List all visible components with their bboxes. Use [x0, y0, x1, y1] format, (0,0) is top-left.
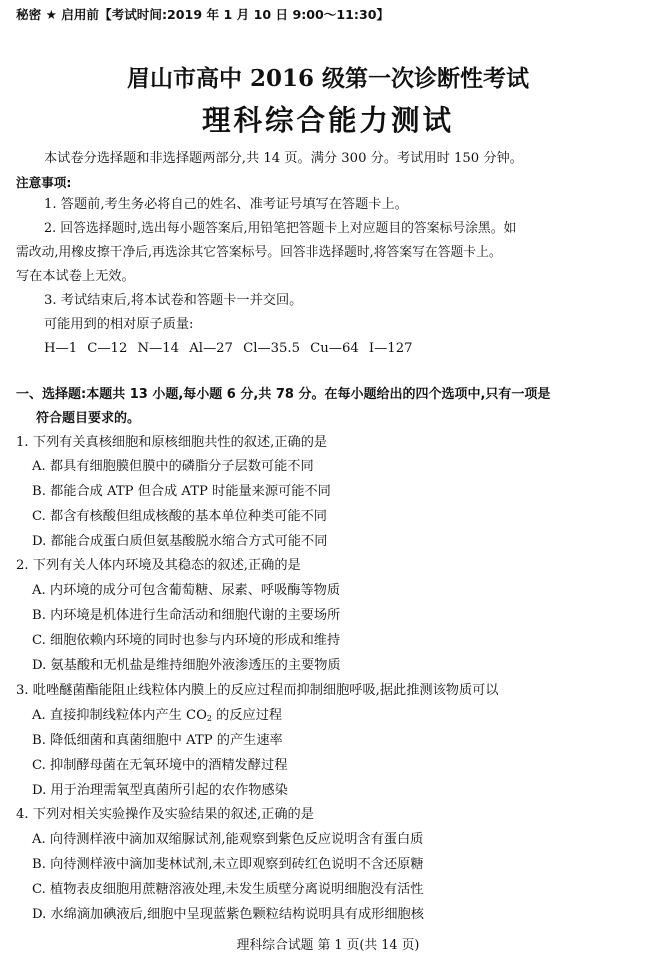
question-3-option-d: D. 用于治理需氧型真菌所引起的农作物感染: [32, 783, 288, 798]
notice-item-3: 3. 考试结束后,将本试卷和答题卡一并交回。: [44, 293, 303, 308]
atomic-mass-heading: 可能用到的相对原子质量:: [44, 317, 194, 332]
question-1-option-a: A. 都具有细胞膜但膜中的磷脂分子层数可能不同: [32, 459, 314, 474]
section-heading-line-1: 一、选择题:本题共 13 小题,每小题 6 分,共 78 分。在每小题给出的四个选项中,只有一项是: [16, 387, 551, 402]
question-3-option-a: [32, 707, 282, 728]
question-4-option-d: D. 水绵滴加碘液后,细胞中呈现蓝紫色颗粒结构说明具有成形细胞核: [32, 907, 424, 922]
question-2-option-c: C. 细胞依赖内环境的同时也参与内环境的形成和维持: [32, 633, 341, 648]
exam-subject-title: 理科综合能力测试: [201, 103, 454, 137]
confidential-header: 秘密 ★ 启用前【考试时间:2019 年 1 月 10 日 9:00～11:30】: [16, 7, 390, 22]
atomic-mass-list: H—1 C—12 N—14 Al—27 Cl—35.5 Cu—64 I—127: [44, 341, 413, 356]
question-1-stem: 1. 下列有关真核细胞和原核细胞共性的叙述,正确的是: [16, 435, 328, 450]
question-2-option-d: D. 氨基酸和无机盐是维持细胞外液渗透压的主要物质: [32, 658, 341, 673]
question-2-stem: 2. 下列有关人体内环境及其稳态的叙述,正确的是: [16, 558, 301, 573]
question-4-option-b: B. 向待测样液中滴加斐林试剂,未立即观察到砖红色说明不含还原糖: [32, 857, 424, 872]
question-2-option-a: A. 内环境的成分可包含葡萄糖、尿素、呼吸酶等物质: [32, 583, 341, 598]
question-3-option-c: C. 抑制酵母菌在无氧环境中的酒精发酵过程: [32, 758, 288, 773]
question-4-option-a: A. 向待测样液中滴加双缩脲试剂,能观察到紫色反应说明含有蛋白质: [32, 832, 424, 847]
question-1-option-c: C. 都含有核酸但组成核酸的基本单位种类可能不同: [32, 509, 327, 524]
question-4-stem: 4. 下列对相关实验操作及实验结果的叙述,正确的是: [16, 807, 314, 822]
question-3-option-a-subscript: 2: [206, 714, 212, 723]
question-3-stem: 3. 吡唑醚菌酯能阻止线粒体内膜上的反应过程而抑制细胞呼吸,据此推测该物质可以: [16, 683, 499, 698]
exam-title: 眉山市高中 2016 级第一次诊断性考试: [126, 65, 530, 92]
notice-heading: 注意事项:: [16, 175, 72, 190]
question-3-option-a-tail: 的反应过程: [211, 708, 283, 723]
question-3-option-b: B. 降低细菌和真菌细胞中 ATP 的产生速率: [32, 733, 283, 748]
intro-text: 本试卷分选择题和非选择题两部分,共 14 页。满分 300 分。考试用时 150 分钟。: [44, 151, 523, 166]
notice-item-2-line-2: 需改动,用橡皮擦干净后,再选涂其它答案标号。回答非选择题时,将答案写在答题卡上。: [16, 245, 502, 260]
question-1-option-d: D. 都能合成蛋白质但氨基酸脱水缩合方式可能不同: [32, 534, 328, 549]
section-heading-line-2: 符合题目要求的。: [36, 411, 141, 426]
notice-item-2-line-3: 写在本试卷上无效。: [16, 269, 135, 284]
question-4-option-c: C. 植物表皮细胞用蔗糖溶液处理,未发生质壁分离说明细胞没有活性: [32, 882, 424, 897]
question-1-option-b: B. 都能合成 ATP 但合成 ATP 时能量来源可能不同: [32, 484, 331, 499]
notice-item-1: 1. 答题前,考生务必将自己的姓名、准考证号填写在答题卡上。: [44, 197, 408, 212]
question-3-option-a-text: A. 直接抑制线粒体内产生 CO: [32, 708, 207, 723]
question-2-option-b: B. 内环境是机体进行生命活动和细胞代谢的主要场所: [32, 608, 341, 623]
notice-item-2-line-1: 2. 回答选择题时,选出每小题答案后,用铅笔把答题卡上对应题目的答案标号涂黑。如: [44, 221, 517, 236]
page-footer: 理科综合试题 第 1 页(共 14 页): [236, 938, 420, 953]
